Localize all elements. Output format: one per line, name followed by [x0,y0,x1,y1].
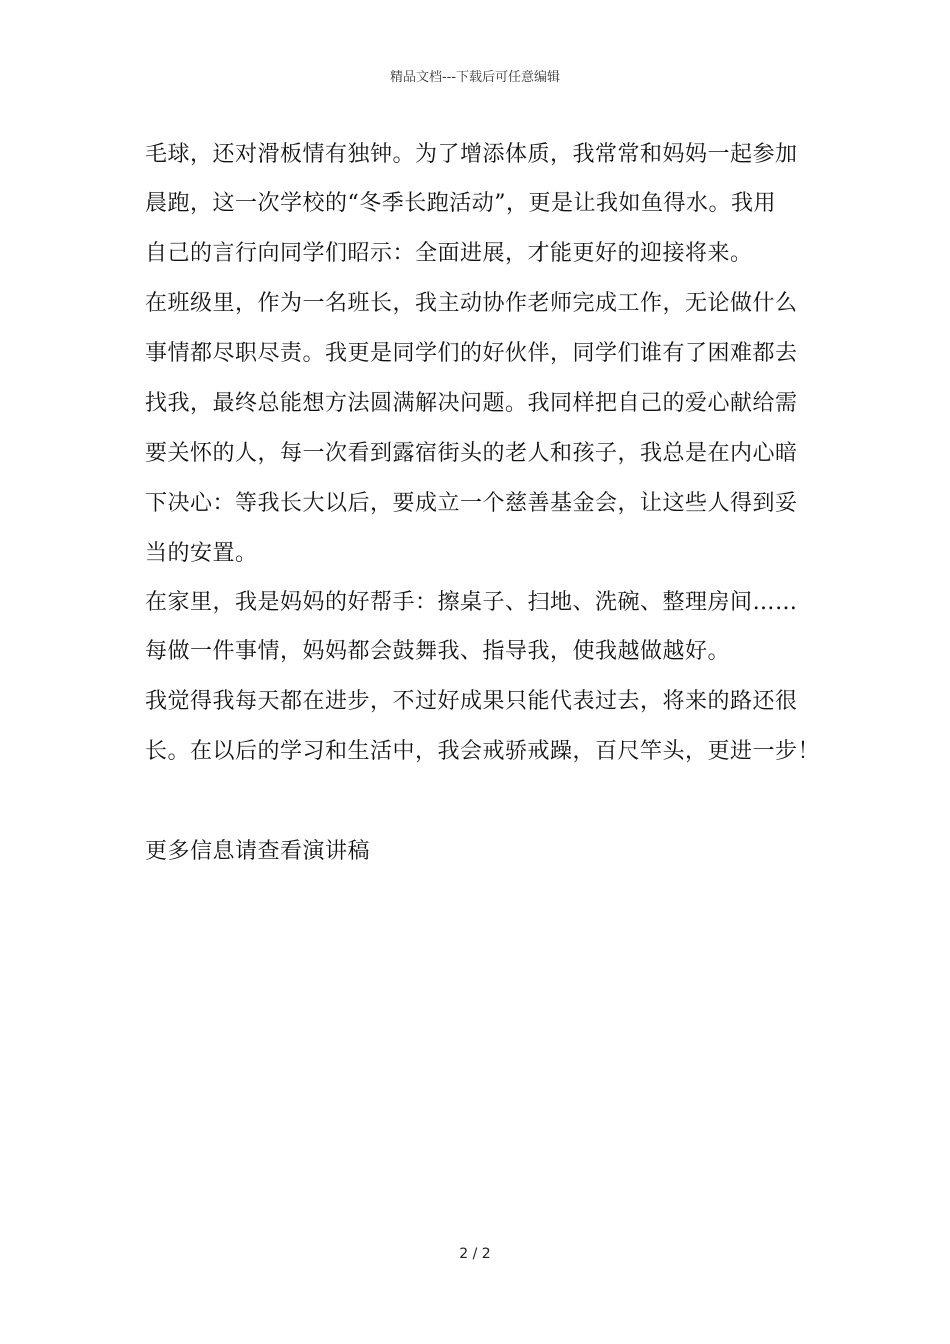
text-line: 下决心：等我长大以后，要成立一个慈善基金会，让这些人得到妥 [145,491,798,516]
text-line: 事情都尽职尽责。我更是同学们的好伙伴，同学们谁有了困难都去 [145,341,798,366]
text-line: 当的安置。 [145,541,258,566]
text-line: 自己的言行向同学们昭示：全面进展，才能更好的迎接将来。 [145,241,753,266]
text-line: 在班级里，作为一名班长，我主动协作老师完成工作，无论做什么 [145,291,798,316]
page-number: 2 / 2 [459,1246,491,1262]
text-line: 每做一件事情，妈妈都会鼓舞我、指导我，使我越做越好。 [145,639,731,664]
text-line: 在家里，我是妈妈的好帮手：擦桌子、扫地、洗碗、整理房间…… [145,590,798,615]
text-line: 毛球，还对滑板情有独钟。为了增添体质，我常常和妈妈一起参加 [145,142,798,167]
page-header: 精品文档---下载后可任意编辑 [389,70,561,85]
text-line: 晨跑，这一次学校的“冬季长跑活动”，更是让我如鱼得水。我用 [145,191,776,216]
text-line: 长。在以后的学习和生活中，我会戒骄戒躁，百尺竿头，更进一步！ [145,739,821,764]
text-line: 找我，最终总能想方法圆满解决问题。我同样把自己的爱心献给需 [145,391,798,416]
more-info-text: 更多信息请查看演讲稿 [145,839,371,864]
text-line: 我觉得我每天都在进步，不过好成果只能代表过去，将来的路还很 [145,689,798,714]
text-line: 要关怀的人，每一次看到露宿街头的老人和孩子，我总是在内心暗 [145,441,798,466]
